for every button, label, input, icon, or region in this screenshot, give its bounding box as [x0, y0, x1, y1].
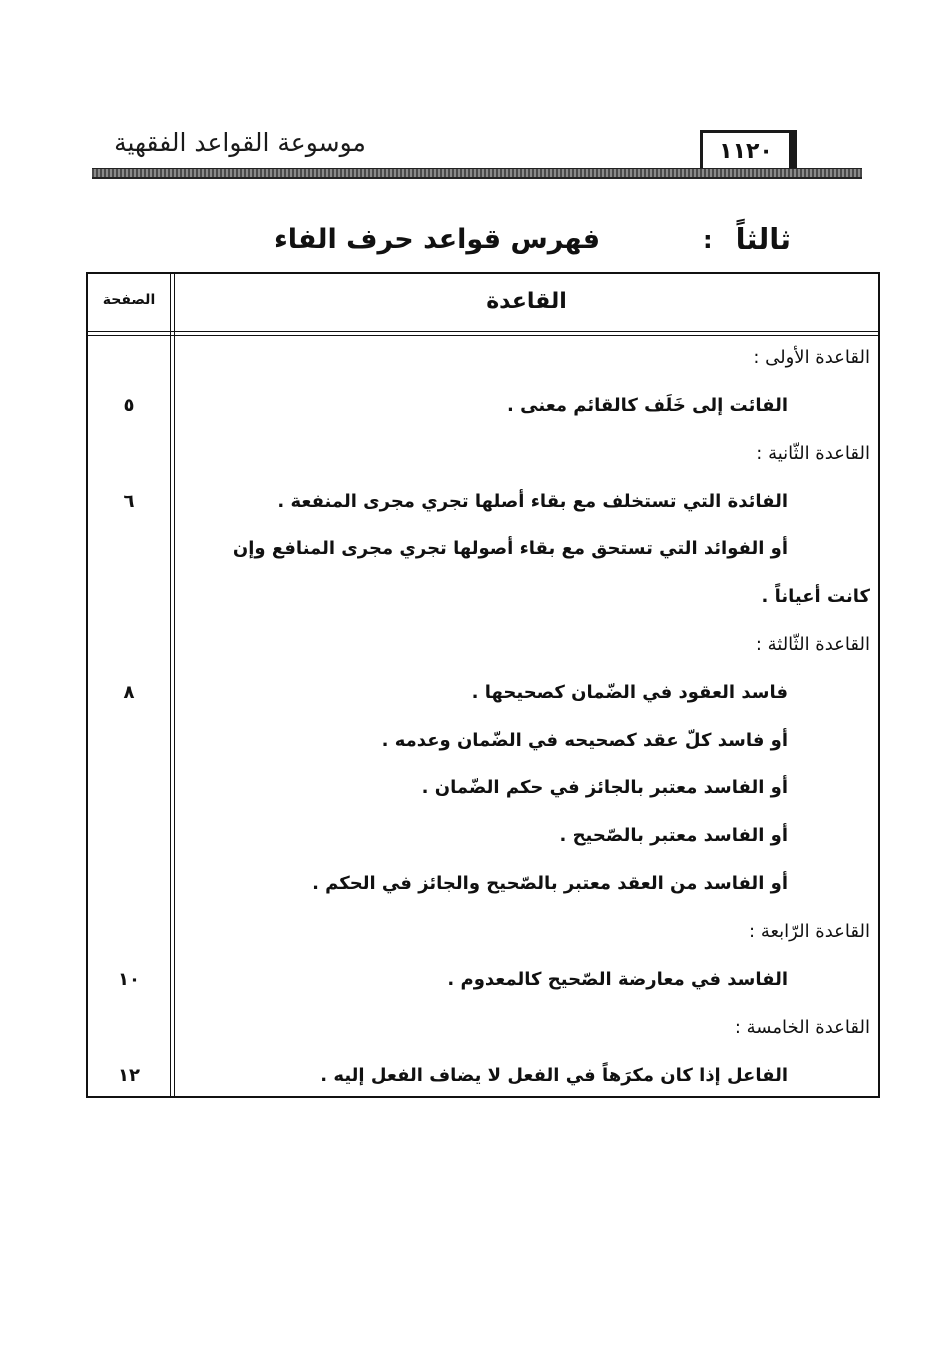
table-row: القاعدة الثّالثة : — [755, 634, 870, 655]
table-row: القاعدة الخامسة : — [734, 1017, 870, 1038]
column-header-rule: القاعدة — [486, 289, 567, 314]
table-row: الفائت إلى خَلَف كالقائم معنى . — [507, 395, 788, 416]
table-row: أو فاسد كلّ عقد كصحيحه في الضّمان وعدمه . — [381, 730, 788, 751]
table-row: أو الفاسد من العقد معتبر بالصّحيح والجائز في الحكم . — [312, 873, 788, 894]
table-row: أو الفوائد التي تستحق مع بقاء أصولها تجري مجرى المنافع وإن — [232, 538, 788, 559]
column-header-page: الصفحة — [102, 292, 156, 308]
page-ref: ١٠ — [118, 969, 140, 990]
page-ref: ٨ — [123, 682, 135, 703]
page-ref — [88, 529, 170, 569]
table-row: القاعدة الرّابعة : — [749, 921, 870, 942]
header-separator — [88, 331, 878, 336]
index-table — [86, 272, 880, 1098]
page-ref — [88, 434, 170, 474]
page-ref — [88, 816, 170, 856]
table-row: أو الفاسد معتبر بالجائز في حكم الضّمان . — [421, 777, 788, 798]
page-number: ١١٢٠ — [700, 130, 797, 168]
table-row: القاعدة الأولى : — [753, 347, 870, 368]
table-row: الفاسد في معارضة الصّحيح كالمعدوم . — [447, 969, 788, 990]
page-ref — [88, 864, 170, 904]
table-row: كانت أعياناً . — [761, 586, 870, 607]
page-ref: ٥ — [123, 395, 135, 416]
section-colon: : — [703, 226, 713, 254]
page-ref: ١٢ — [118, 1065, 140, 1086]
page-ref — [88, 768, 170, 808]
page-ref — [88, 625, 170, 665]
table-row: الفائدة التي تستخلف مع بقاء أصلها تجري مجرى المنفعة . — [277, 491, 788, 512]
section-title: فهرس قواعد حرف الفاء — [273, 224, 600, 255]
table-row: أو الفاسد معتبر بالصّحيح . — [559, 825, 788, 846]
table-row: الفاعل إذا كان مكرَهاً في الفعل لا يضاف الفعل إليه . — [320, 1065, 788, 1086]
book-title: موسوعة القواعد الفقهية — [114, 128, 366, 157]
page-ref: ٦ — [123, 491, 135, 512]
table-row: القاعدة الثّانية : — [756, 443, 870, 464]
page-ref — [88, 577, 170, 617]
page-ref — [88, 721, 170, 761]
table-row: فاسد العقود في الضّمان كصحيحها . — [471, 682, 788, 703]
page-ref — [88, 912, 170, 952]
page-ref — [88, 1008, 170, 1048]
header-rule — [92, 168, 862, 179]
page-ref — [88, 338, 170, 378]
section-label: ثالثاً — [735, 222, 791, 256]
